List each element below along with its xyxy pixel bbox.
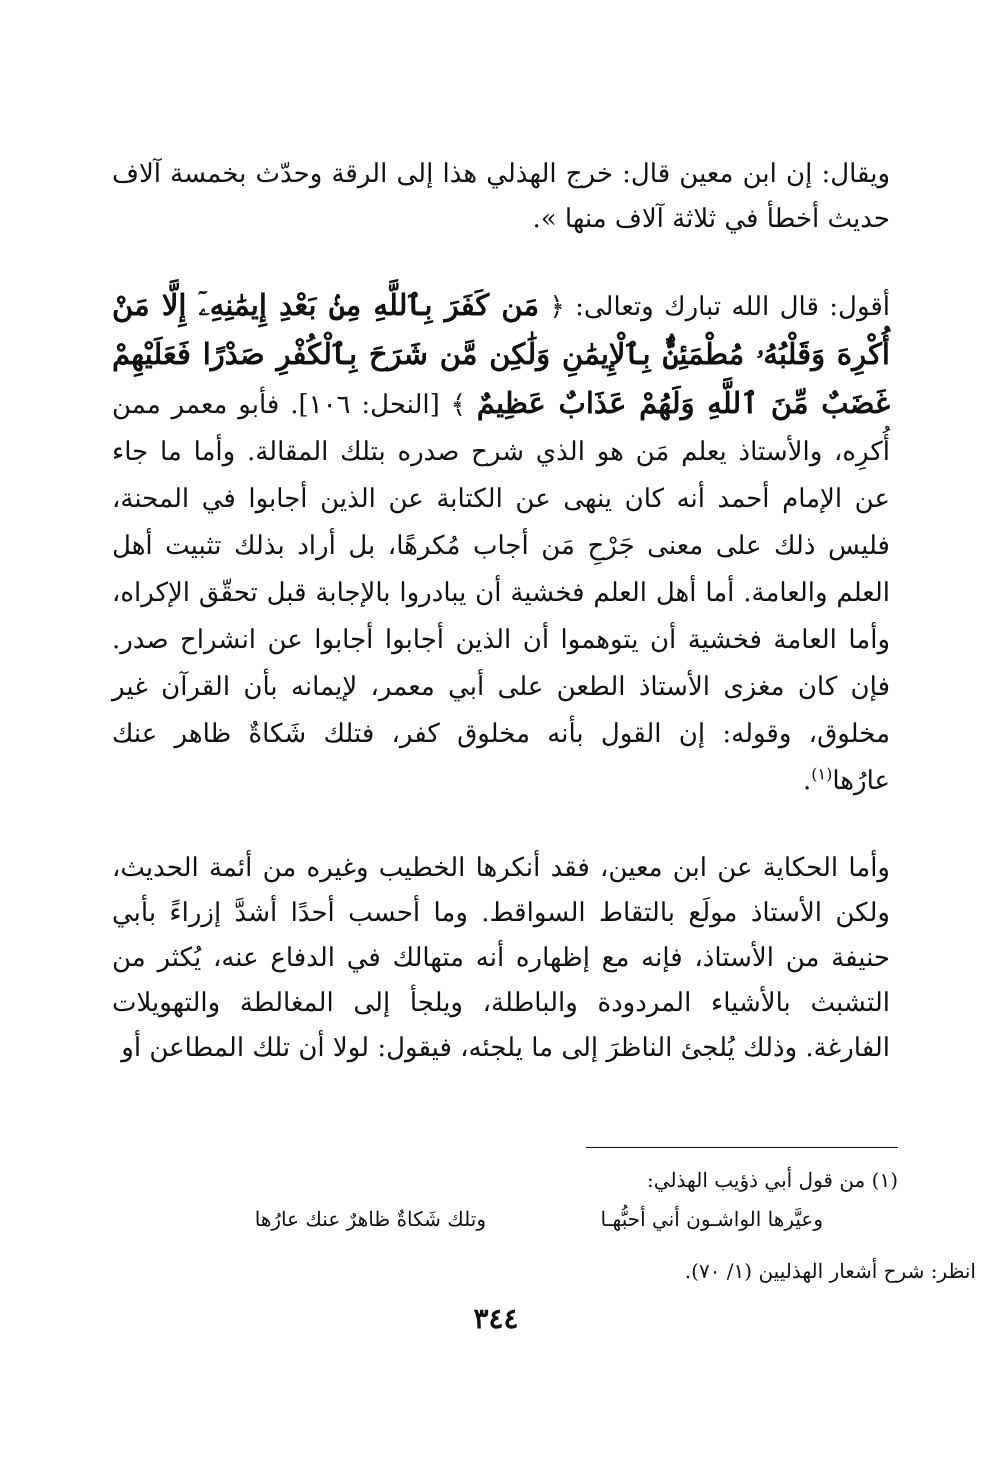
footnote-source: انظر: شرح أشعار الهذليين (١/ ٧٠). xyxy=(684,1259,976,1283)
page-number: ٣٤٤ xyxy=(473,1302,519,1335)
footnote-line-1: (١) من قول أبي ذؤيب الهذلي: xyxy=(647,1168,898,1192)
paragraph-3-text: وأما الحكاية عن ابن معين، فقد أنكرها الخطيب وغيره من أئمة الحديث، ولكن الأستاذ مولَع بالتقاط السواقط. وما أحسب أحدًا أشدَّ إزراءً بأبي حنيفة من الأستاذ، فإنه مع إظهاره أنه متهالك في الدفاع عنه، يُكثر من التشبث بالأشياء المردودة والباطلة، ويلجأ إلى المغالطة والتهويلات الفارغة. وذلك يُلجئ الناظرَ إلى ما يلجئه، فيقول: لولا أن تلك المطاعن أو xyxy=(112,853,890,1063)
quran-verse: مَن كَفَرَ بِٱللَّهِ مِنۢ بَعْدِ إِيمَٰنِهِۦٓ إِلَّا مَنْ أُكْرِهَ وَقَلْبُهُۥ مُطْمَئِنٌّۢ بِٱلْإِيمَٰنِ وَلَٰكِن مَّن شَرَحَ بِٱلْكُفْرِ صَدْرًا فَعَلَيْهِمْ غَضَبٌ مِّنَ ٱللَّهِ وَلَهُمْ عَذَابٌ عَظِيمٌ xyxy=(112,288,891,420)
quran-reference: [النحل: ١٠٦]. xyxy=(290,390,440,420)
paragraph-1 xyxy=(112,152,890,242)
verse-first-hemistich: وعيَّرها الواشـون أني أحبُّهـا xyxy=(600,1207,823,1231)
paragraph-2-end: . xyxy=(803,766,812,796)
paragraph-2 xyxy=(112,282,890,805)
footnote-divider xyxy=(586,1147,898,1148)
footnote-marker: (١) xyxy=(811,764,833,784)
paragraph-1-text: ويقال: إن ابن معين قال: خرج الهذلي هذا إلى الرقة وحدّث بخمسة آلاف حديث أخطأ في ثلاثة آلاف منها ». xyxy=(112,159,890,234)
quran-bracket-open: ﴿ xyxy=(549,292,565,322)
footnote-verse xyxy=(112,1201,898,1237)
paragraph-3 xyxy=(112,846,890,1071)
verse-second-hemistich: وتلك شَكاةٌ ظاهرٌ عنك عارُها xyxy=(254,1207,486,1231)
paragraph-2-text: فأبو معمر ممن أُكرِه، والأستاذ يعلم مَن هو الذي شرح صدره بتلك المقالة. وأما ما جاء عن الإمام أحمد أنه كان ينهى عن الكتابة عن الذين أجابوا في المحنة، فليس ذلك على معنى جَرْحِ مَن أجاب مُكرهًا، بل أراد بذلك تثبيت أهل العلم والعامة. أما أهل العلم فخشية أن يبادروا بالإجابة قبل تحقّق الإكراه، وأما العامة فخشية أن يتوهموا أن الذين أجابوا أجابوا عن انشراح صدر. فإن كان مغزى الأستاذ الطعن على أبي معمر، لإيمانه بأن القرآن غير مخلوق، وقوله: إن القول بأنه مخلوق كفر، فتلك شَكاةٌ ظاهر عنك عارُها xyxy=(112,390,890,796)
paragraph-2-intro: أقول: قال الله تبارك وتعالى: xyxy=(575,292,891,322)
quran-bracket-close: ﴾ xyxy=(450,390,466,420)
